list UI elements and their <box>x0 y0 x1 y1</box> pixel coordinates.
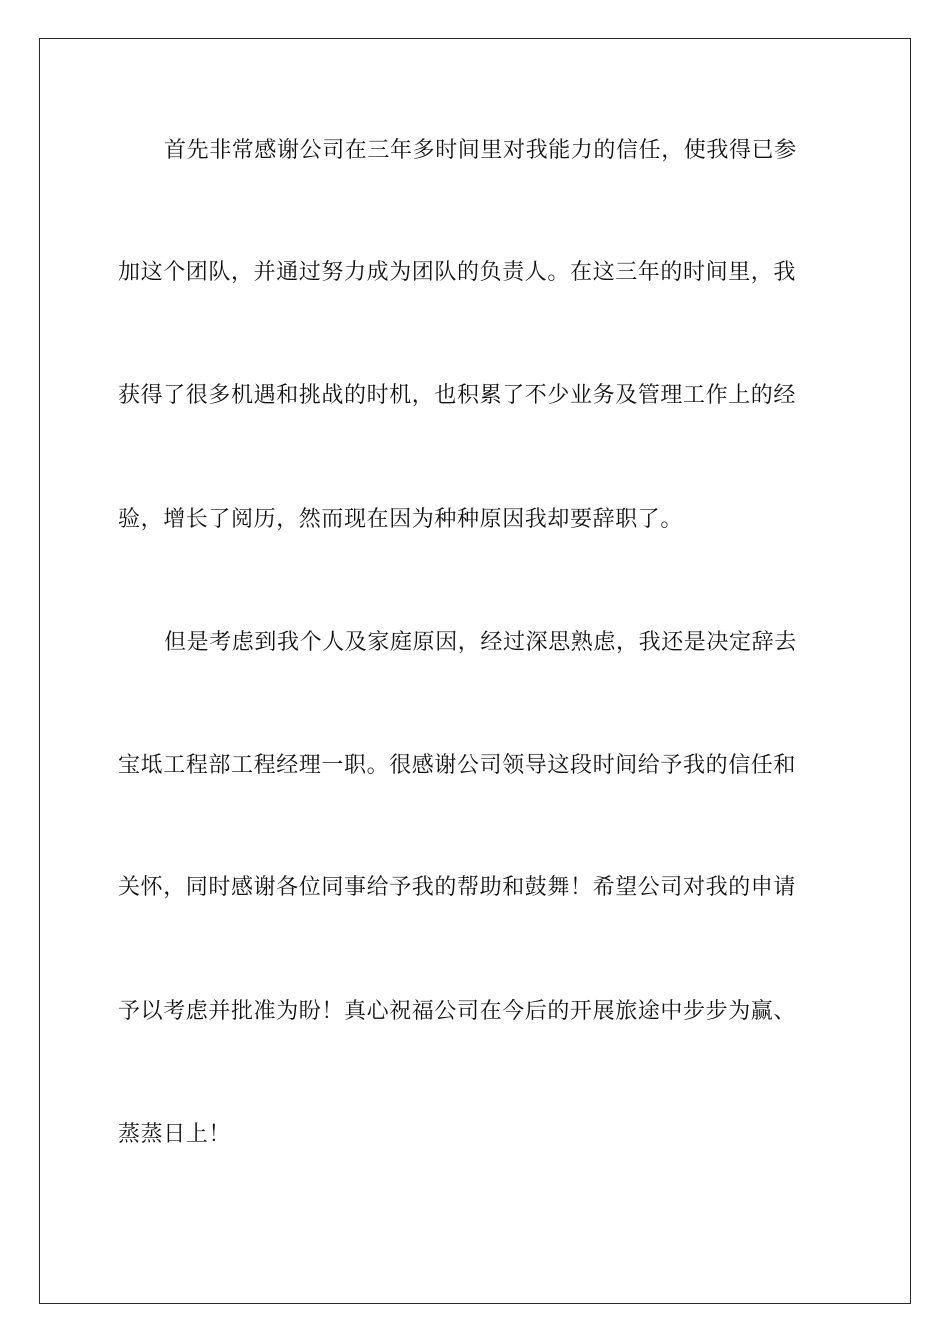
paragraph-1-line-3: 获得了很多机遇和挑战的时机，也积累了不少业务及管理工作上的经 <box>118 383 797 408</box>
paragraph-2-line-2: 宝坻工程部工程经理一职。很感谢公司领导这段时间给予我的信任和 <box>118 753 797 778</box>
paragraph-1-line-4: 验，增长了阅历，然而现在因为种种原因我却要辞职了。 <box>118 507 684 532</box>
paragraph-1-line-1: 首先非常感谢公司在三年多时间里对我能力的信任，使我得已参 <box>164 138 797 163</box>
paragraph-2-line-3: 关怀，同时感谢各位同事给予我的帮助和鼓舞！希望公司对我的申请 <box>118 875 797 900</box>
page-border <box>39 38 911 1304</box>
paragraph-2-line-5: 蒸蒸日上！ <box>118 1122 232 1147</box>
paragraph-2-line-1: 但是考虑到我个人及家庭原因，经过深思熟虑，我还是决定辞去 <box>164 630 797 655</box>
paragraph-1-line-2: 加这个团队，并通过努力成为团队的负责人。在这三年的时间里，我 <box>118 260 797 285</box>
paragraph-2-line-4: 予以考虑并批准为盼！真心祝福公司在今后的开展旅途中步步为赢、 <box>118 999 797 1024</box>
